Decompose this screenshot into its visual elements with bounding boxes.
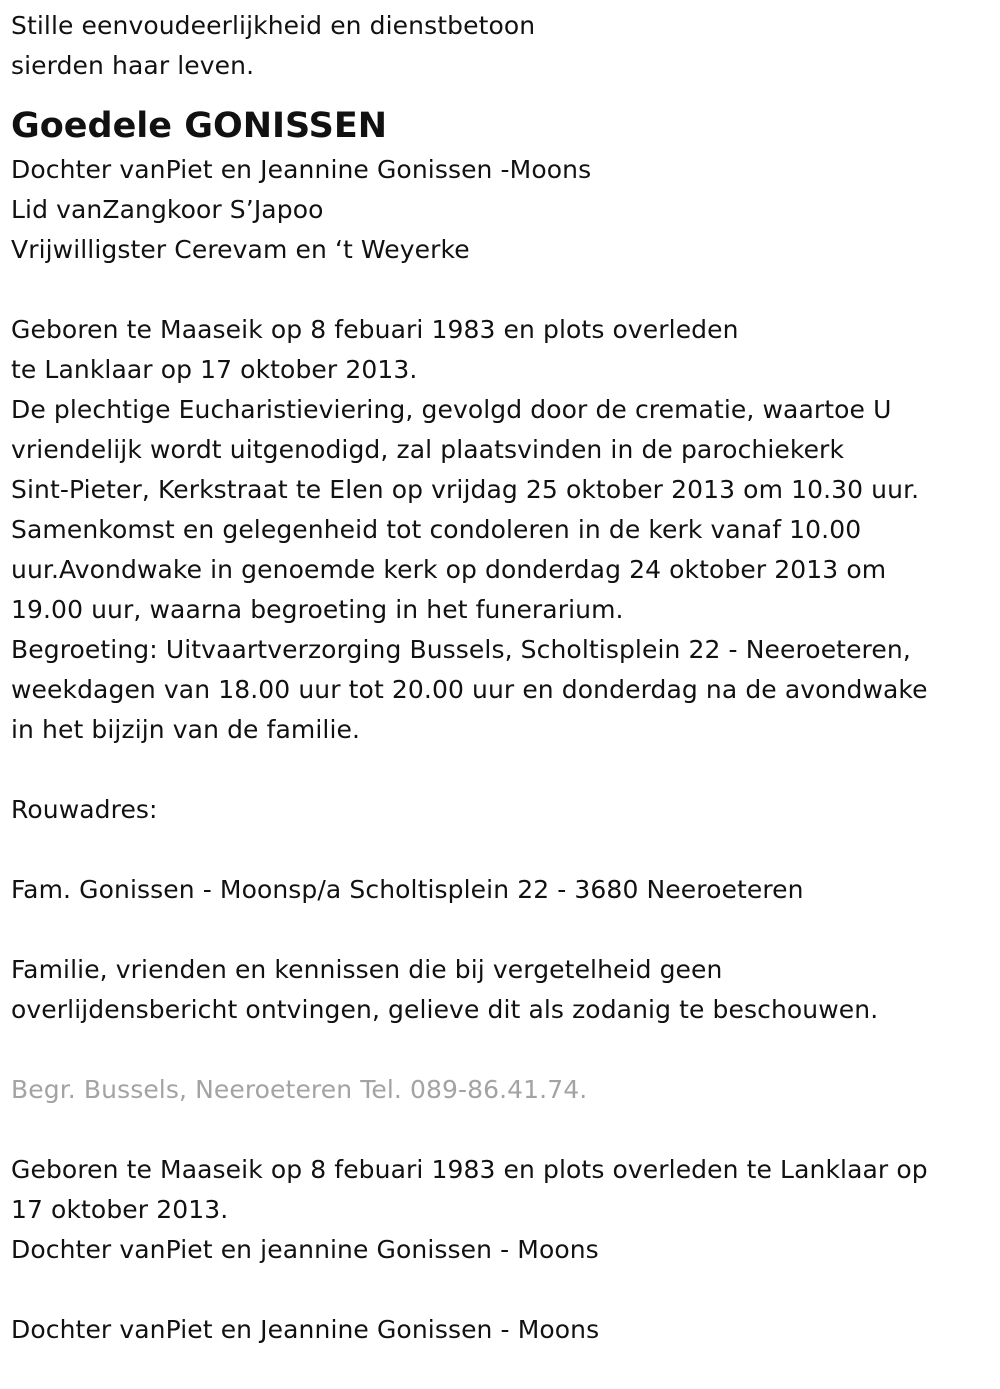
relation-line-3: Vrijwilligster Cerevam en ‘t Weyerke xyxy=(11,235,470,264)
spacer xyxy=(11,910,991,950)
announcement-line-3: De plechtige Eucharistieviering, gevolgd door de crematie, waartoe U xyxy=(11,395,892,424)
spacer xyxy=(11,830,991,870)
relation-line-1: Dochter vanPiet en Jeannine Gonissen -Moons xyxy=(11,155,592,184)
relation-line-2: Lid vanZangkoor S’Japoo xyxy=(11,195,324,224)
intro-line-2: sierden haar leven. xyxy=(11,51,255,80)
announcement-line-11: in het bijzijn van de familie. xyxy=(11,715,361,744)
deceased-name: Goedele GONISSEN xyxy=(11,106,388,146)
spacer xyxy=(11,1030,991,1070)
announcement-line-9: Begroeting: Uitvaartverzorging Bussels, Scholtisplein 22 - Neeroeteren, xyxy=(11,635,911,664)
mourning-address: Fam. Gonissen - Moonsp/a Scholtisplein 22 - 3680 Neeroeteren xyxy=(11,875,804,904)
summary-line-2: 17 oktober 2013. xyxy=(11,1195,229,1224)
announcement-line-10: weekdagen van 18.00 uur tot 20.00 uur en donderdag na de avondwake xyxy=(11,675,928,704)
obituary-document xyxy=(11,6,991,1350)
announcement-line-4: vriendelijk wordt uitgenodigd, zal plaatsvinden in de parochiekerk xyxy=(11,435,845,464)
announcement-line-2: te Lanklaar op 17 oktober 2013. xyxy=(11,355,418,384)
notice-line-1: Familie, vrienden en kennissen die bij vergetelheid geen xyxy=(11,955,723,984)
announcement-line-5: Sint-Pieter, Kerkstraat te Elen op vrijdag 25 oktober 2013 om 10.30 uur. xyxy=(11,475,920,504)
intro-line-1: Stille eenvoudeerlijkheid en dienstbetoon xyxy=(11,11,536,40)
spacer xyxy=(11,270,991,310)
summary-line-3: Dochter vanPiet en jeannine Gonissen - Moons xyxy=(11,1235,599,1264)
spacer xyxy=(11,1110,991,1150)
announcement-line-7: uur.Avondwake in genoemde kerk op donderdag 24 oktober 2013 om xyxy=(11,555,887,584)
summary-line-1: Geboren te Maaseik op 8 febuari 1983 en plots overleden te Lanklaar op xyxy=(11,1155,928,1184)
undertaker-credit: Begr. Bussels, Neeroeteren Tel. 089-86.41.74. xyxy=(11,1075,588,1104)
announcement-line-6: Samenkomst en gelegenheid tot condoleren in de kerk vanaf 10.00 xyxy=(11,515,862,544)
announcement-line-1: Geboren te Maaseik op 8 febuari 1983 en plots overleden xyxy=(11,315,739,344)
announcement-line-8: 19.00 uur, waarna begroeting in het funerarium. xyxy=(11,595,624,624)
mourning-address-label: Rouwadres: xyxy=(11,795,158,824)
spacer xyxy=(11,750,991,790)
notice-line-2: overlijdensbericht ontvingen, gelieve dit als zodanig te beschouwen. xyxy=(11,995,879,1024)
closing-line: Dochter vanPiet en Jeannine Gonissen - Moons xyxy=(11,1315,600,1344)
spacer xyxy=(11,1270,991,1310)
